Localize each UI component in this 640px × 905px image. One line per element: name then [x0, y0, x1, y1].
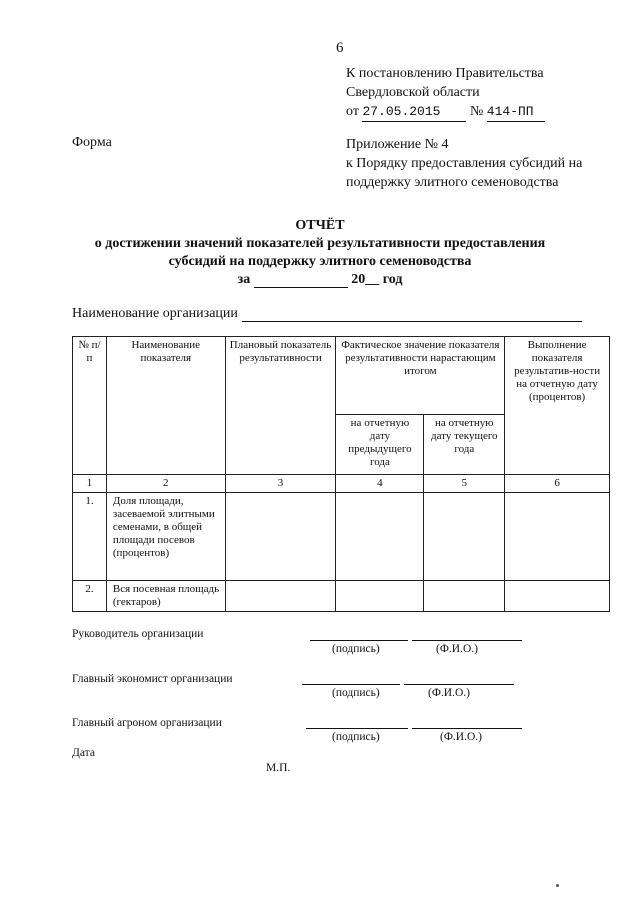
- name-caption: (Ф.И.О.): [428, 687, 470, 699]
- column-number: 6: [505, 475, 610, 493]
- signature-line: [306, 728, 408, 729]
- row-name: Вся посевная площадь (гектаров): [106, 581, 225, 612]
- column-number: 3: [225, 475, 336, 493]
- report-subtitle-2: субсидий на поддержку элитного семеноводства: [168, 254, 472, 269]
- cell-execution[interactable]: [505, 493, 610, 581]
- organization-label: Наименование организации: [72, 306, 238, 321]
- signature-role-economist: Главный экономист организации: [72, 673, 233, 685]
- row-num: 1.: [73, 493, 107, 581]
- cell-execution[interactable]: [505, 581, 610, 612]
- appendix-line-3: поддержку элитного семеноводства: [346, 175, 559, 190]
- column-numbers-row: [73, 475, 610, 493]
- period-year: 20__ год: [351, 272, 403, 287]
- table-header-row: [73, 337, 610, 415]
- name-caption: (Ф.И.О.): [436, 643, 478, 655]
- page-number: 6: [336, 40, 344, 56]
- header-fact-curr: на отчетную дату текущего года: [424, 415, 505, 475]
- cell-fact-curr[interactable]: [424, 493, 505, 581]
- row-num: 2.: [73, 581, 107, 612]
- report-period: [0, 272, 640, 288]
- cell-plan[interactable]: [225, 581, 336, 612]
- report-subtitle-1: о достижении значений показателей результативности предоставления: [94, 236, 546, 251]
- cell-fact-prev[interactable]: [336, 581, 424, 612]
- appendix-line-1: Приложение № 4: [346, 137, 449, 152]
- resolution-date: 27.05.2015: [362, 102, 466, 122]
- header-execution: Выполнение показателя результатив-ности на отчетную дату (процентов): [505, 337, 610, 475]
- header-fact-prev: на отчетную дату предыдущего года: [336, 415, 424, 475]
- signature-line: [302, 684, 400, 685]
- header-name: Наименование показателя: [106, 337, 225, 475]
- forma-label: Форма: [72, 135, 112, 150]
- stamp-label: М.П.: [266, 762, 291, 774]
- resolution-line-1: К постановлению Правительства: [346, 66, 544, 81]
- resolution-number: 414-ПП: [487, 102, 545, 122]
- name-line: [412, 640, 522, 641]
- number-label: №: [469, 104, 484, 119]
- column-number: 1: [73, 475, 107, 493]
- column-number: 4: [336, 475, 424, 493]
- name-caption: (Ф.И.О.): [440, 731, 482, 743]
- signature-role-director: Руководитель организации: [72, 628, 204, 640]
- resolution-line-2: Свердловской области: [346, 85, 480, 100]
- header-num: № п/п: [73, 337, 107, 475]
- scan-speck: [556, 884, 559, 887]
- from-label: от: [346, 104, 359, 119]
- signature-caption: (подпись): [332, 643, 380, 655]
- resolution-date-line: [346, 102, 545, 122]
- table-row: [73, 581, 610, 612]
- header-fact: Фактическое значение показателя результативности нарастающим итогом: [336, 337, 505, 415]
- appendix-line-2: к Порядку предоставления субсидий на: [346, 156, 583, 171]
- table-row: [73, 493, 610, 581]
- name-line: [404, 684, 514, 685]
- signature-caption: (подпись): [332, 687, 380, 699]
- signature-caption: (подпись): [332, 731, 380, 743]
- cell-plan[interactable]: [225, 493, 336, 581]
- cell-fact-prev[interactable]: [336, 493, 424, 581]
- column-number: 5: [424, 475, 505, 493]
- date-label: Дата: [72, 747, 95, 759]
- organization-line: [72, 305, 582, 322]
- report-title: ОТЧЁТ: [295, 218, 345, 233]
- name-line: [412, 728, 522, 729]
- cell-fact-curr[interactable]: [424, 581, 505, 612]
- header-plan: Плановый показатель результативности: [225, 337, 336, 475]
- period-blank: [254, 273, 348, 288]
- organization-blank: [242, 305, 582, 322]
- signature-line: [310, 640, 408, 641]
- signature-role-agronomist: Главный агроном организации: [72, 717, 222, 729]
- period-prefix: за: [237, 272, 251, 287]
- row-name: Доля площади, засеваемой элитными семенами, в общей площади посевов (процентов): [106, 493, 225, 581]
- column-number: 2: [106, 475, 225, 493]
- indicators-table: [72, 336, 610, 612]
